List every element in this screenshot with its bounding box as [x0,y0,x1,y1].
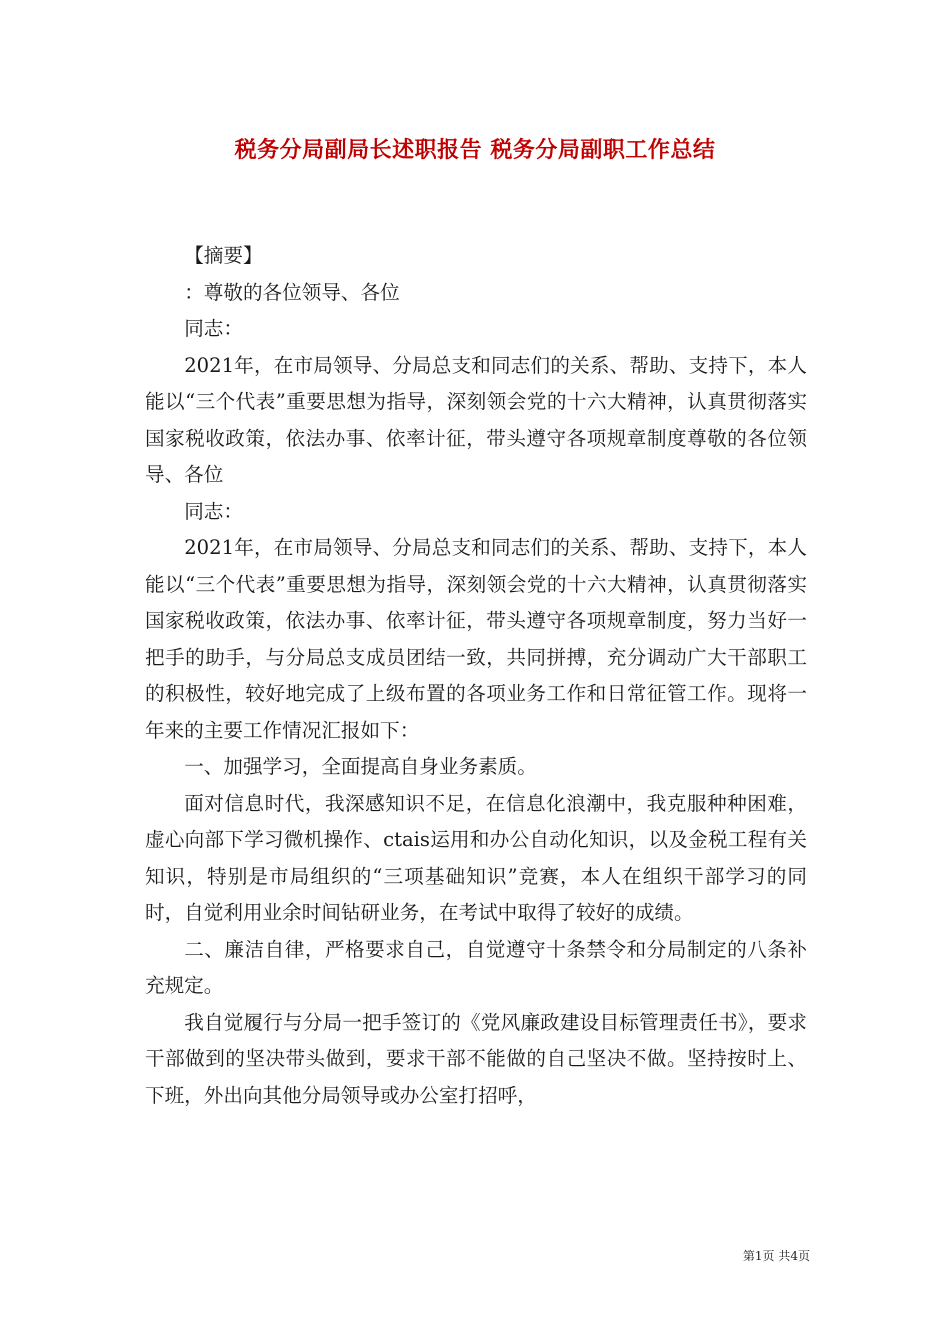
paragraph: 我自觉履行与分局一把手签订的《党风廉政建设目标管理责任书》，要求干部做到的坚决带头做到，要求干部不能做的自己坚决不做。坚持按时上、下班，外出向其他分局领导或办公室打招呼， [145,1010,807,1107]
paragraph: 二、廉洁自律，严格要求自己，自觉遵守十条禁令和分局制定的八条补充规定。 [145,937,807,997]
paragraph: 2021年，在市局领导、分局总支和同志们的关系、帮助、支持下，本人能以“三个代表”重要思想为指导，深刻领会党的十六大精神，认真贯彻落实国家税收政策，依法办事、依率计征，带头遵守各项规章制度，努力当好一把手的助手，与分局总支成员团结一致，共同拼搏，充分调动广大干部职工的积极性，较好地完成了上级布置的各项业务工作和日常征管工作。现将一年来的主要工作情况汇报如下： [145,536,807,742]
document-title: 税务分局副局长述职报告 税务分局副职工作总结 [234,137,716,163]
document-body [145,238,807,1114]
paragraph: 一、加强学习，全面提高自身业务素质。 [184,755,537,778]
paragraph: 【摘要】 [184,244,263,267]
paragraph: 2021年，在市局领导、分局总支和同志们的关系、帮助、支持下，本人能以“三个代表”重要思想为指导，深刻领会党的十六大精神，认真贯彻落实国家税收政策，依法办事、依率计征，带头遵守各项规章制度尊敬的各位领导、各位 [145,353,807,486]
paragraph: ：尊敬的各位领导、各位 [184,280,400,304]
paragraph: 面对信息时代，我深感知识不足，在信息化浪潮中，我克服种种困难，虚心向部下学习微机操作、ctais运用和办公自动化知识，以及金税工程有关知识，特别是市局组织的“三项基础知识”竞赛，本人在组织干部学习的同时，自觉利用业余时间钻研业务，在考试中取得了较好的成绩。 [145,791,807,924]
paragraph: 同志： [184,317,243,340]
paragraph: 同志： [184,499,243,523]
page-footer: 第1页 共4页 [742,1249,810,1263]
